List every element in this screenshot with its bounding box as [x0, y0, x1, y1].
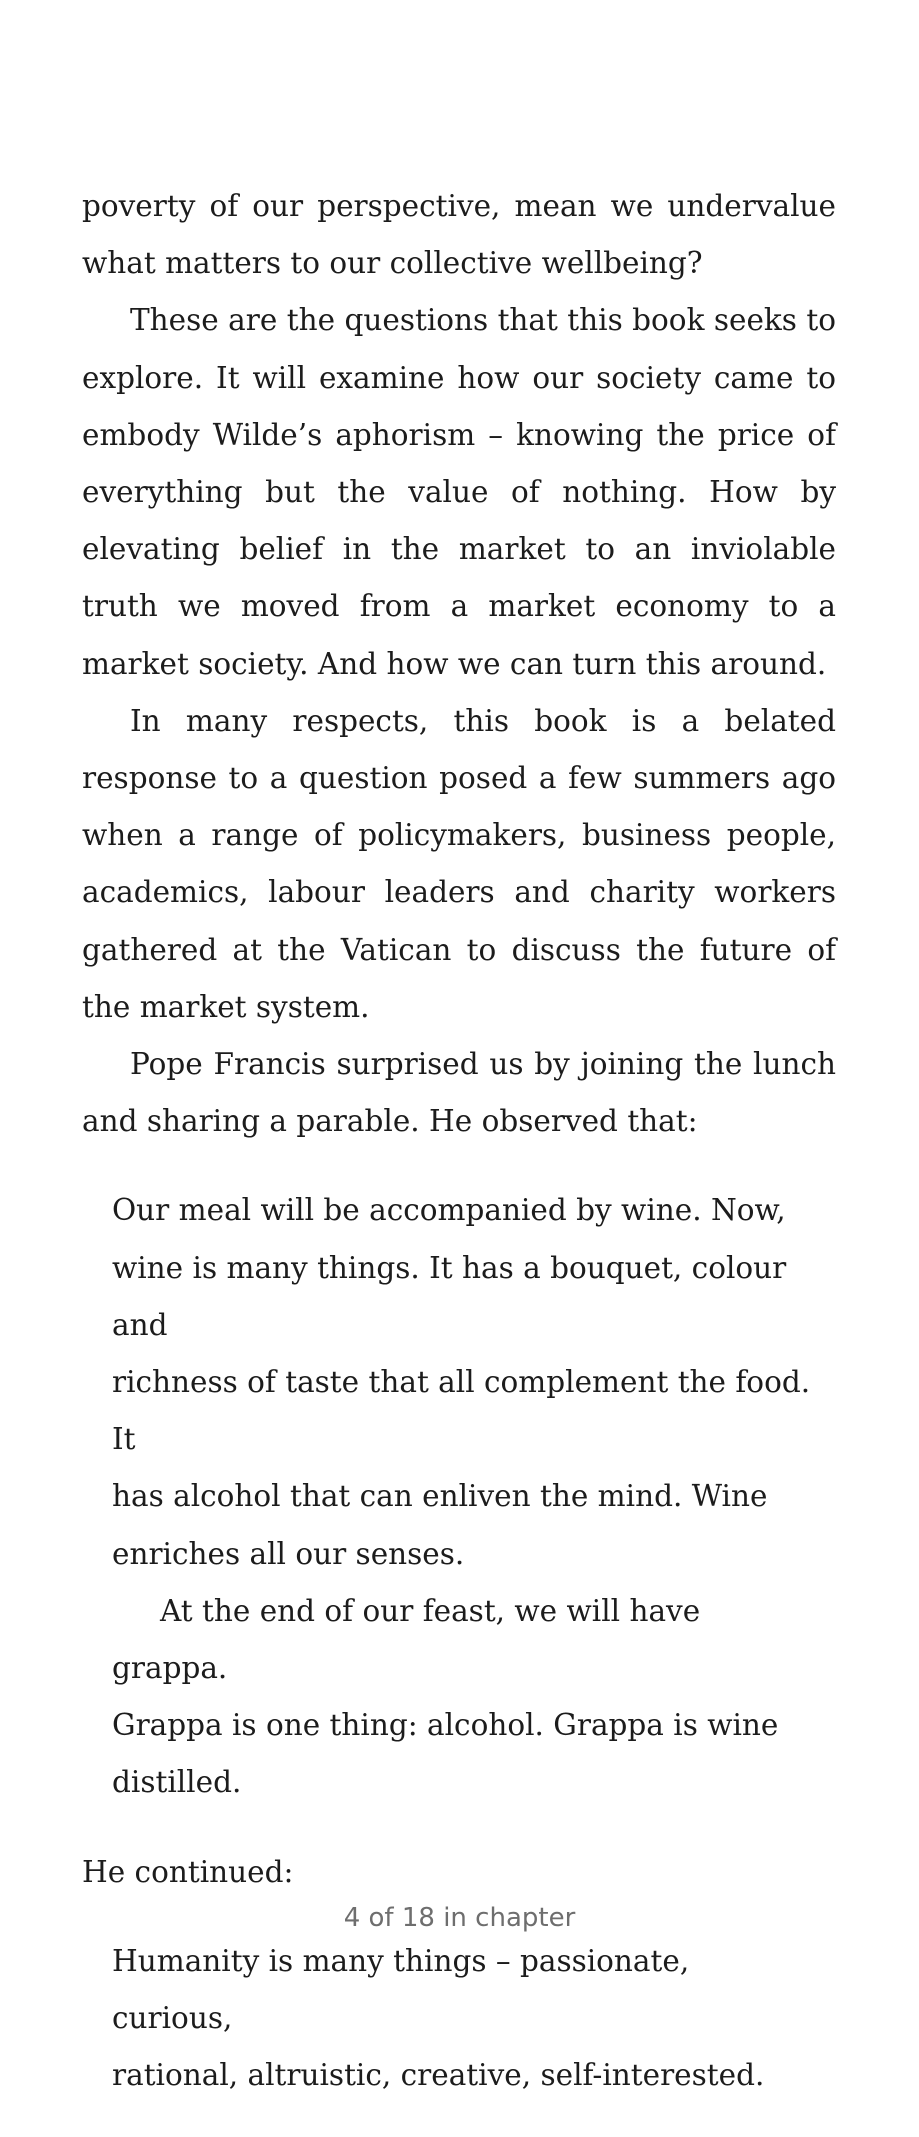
- quote-line: Humanity is many things – passionate, curious,: [112, 1943, 690, 2036]
- book-text: [82, 178, 836, 2137]
- quote-line: distilled.: [112, 1765, 242, 1800]
- quote-line: enriches all our senses.: [112, 1536, 465, 1571]
- quote-line: wine is many things. It has a bouquet, colour and: [112, 1250, 787, 1342]
- quote-line: Our meal will be accompanied by wine. Now,: [112, 1193, 786, 1228]
- chapter-progress: 4 of 18 in chapter: [343, 1903, 576, 1933]
- quote-line: At the end of our feast, we will have grappa.: [112, 1593, 701, 1686]
- block-quote-wine: [112, 1182, 812, 1811]
- quote-line: richness of taste that all complement the food. It: [112, 1365, 811, 1457]
- block-quote-humanity: [112, 1933, 812, 2105]
- paragraph: In many respects, this book is a belated response to a question posed a few summers ago when a range of policymakers, business people, academics, labour leaders and charity workers gathered at the Vatican to discuss the future of the market system.: [82, 703, 836, 1024]
- quote-line: has alcohol that can enliven the mind. Wine: [112, 1479, 768, 1514]
- paragraph: He continued:: [82, 1854, 294, 1889]
- paragraph: poverty of our perspective, mean we undervalue what matters to our collective wellbeing?: [82, 189, 836, 281]
- quote-line: rational, altruistic, creative, self-interested.: [112, 2058, 765, 2093]
- quote-line: Grappa is one thing: alcohol. Grappa is wine: [112, 1708, 779, 1743]
- paragraph: These are the questions that this book seeks to explore. It will examine how our society came to embody Wilde’s aphorism – knowing the price of everything but the value of nothing. How by elevating belief in the market to an inviolable truth we moved from a market economy to a market society. And how we can turn this around.: [82, 303, 836, 681]
- paragraph: Pope Francis surprised us by joining the lunch and sharing a parable. He observed that:: [82, 1047, 836, 1139]
